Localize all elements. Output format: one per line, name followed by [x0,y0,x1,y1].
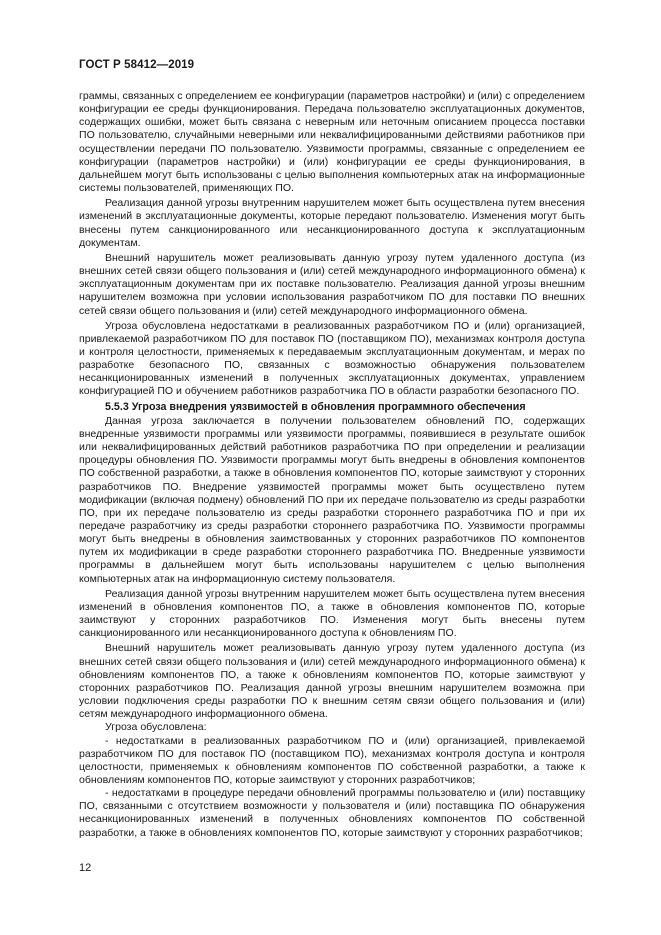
list-item-transfer-procedure: - недостатками в процедуре передачи обновлений программы пользователю и (или) поставщику ПО, связанными с отсутствием возможности у пользователя и (или) поставщика ПО обнаружения несанкционированных изменений в полученных обновлениях компонентов ПО собственной разработки, а также в обновлениях компонентов ПО, которые заимствуют у сторонних разработчиков; [79,787,585,839]
paragraph-internal-violator: Реализация данной угрозы внутренним нарушителем может быть осуществлена путем внесения изменений в эксплуатационные документы, которые передают пользователю. Изменения могут быть внесены путем санкционированного или несанкционированного доступа к эксплуатационным документам. [79,197,585,249]
list-item-access-control: - недостатками в реализованных разработчиком ПО и (или) организацией, привлекаемой разработчиком ПО для поставок ПО (поставщиком ПО), механизмах контроля доступа и контроля целостности, применяемых к обновлениям компонентов ПО собственной разработки, а также к обновлениям компонентов ПО, которые заимствуют у сторонних разработчиков; [79,734,585,786]
paragraph-external-violator: Внешний нарушитель может реализовывать данную угрозу путем удаленного доступа (из внешних сетей связи общего пользования и (или) сетей международного информационного обмена) к эксплуатационным документам при их поставке пользователю. Реализация данной угрозы внешним нарушителем возможна при условии использования разработчиком ПО для поставки ПО внешних сетей связи общего пользования и (или) сетей международного информационного обмена. [79,251,585,317]
paragraph-external-violator-updates: Внешний нарушитель может реализовывать данную угрозу путем удаленного доступа (из внешних сетей связи общего пользования и (или) сетей международного информационного обмена) к обновлениям компонентов ПО, а также к обновлениям компонентов ПО, которые заимствуют у сторонних разработчиков ПО. Реализация данной угрозы внешним нарушителем возможна при условии подключения среды разработки ПО к внешним сетям связи общего пользования и (или) сетям международного информационного обмена. [79,642,585,721]
page-number: 12 [79,862,92,874]
document-body [79,90,585,840]
paragraph-internal-violator-updates: Реализация данной угрозы внутренним нарушителем может быть осуществлена путем внесения изменений в обновления компонентов ПО, а также в обновления компонентов ПО, которые заимствуют у сторонних разработчиков ПО. Изменения могут быть внесены путем санкционированного или несанкционированного доступа к обновлениям ПО. [79,587,585,640]
section-heading-5-5-3: 5.5.3 Угроза внедрения уязвимостей в обновления программного обеспечения [105,400,526,413]
document-header: ГОСТ Р 58412—2019 [79,59,195,71]
paragraph-threat-caused-by: Угроза обусловлена: [105,721,207,734]
paragraph-threat-description: Данная угроза заключается в получении пользователем обновлений ПО, содержащих внедренные уязвимости программы или уязвимости программы, появившиеся в результате ошибок или неквалифицированных действий работников разработчика ПО при определении и реализации процедуры обновления ПО. Уязвимости программы могут быть внедрены в обновления компонентов ПО собственной разработки, а также в обновления компонентов ПО, которые заимствуют у сторонних разработчиков ПО. Внедрение уязвимостей программы может быть осуществлено путем модификации (включая подмену) обновлений ПО при их передаче пользователю из среды разработки ПО, при их передаче пользователю из среды разработки стороннего разработчика ПО и при их передаче разработчику из среды разработки стороннего разработчика ПО. Уязвимости программы могут быть внедрены в обновления заимствованных у сторонних разработчиков ПО компонентов путем их модификации в среде разработки стороннего разработчика ПО. Внедренные уязвимости программы в дальнейшем могут быть использованы нарушителем с целью выполнения компьютерных атак на информационную систему пользователя. [79,414,585,585]
paragraph-threat-cause: Угроза обусловлена недостатками в реализованных разработчиком ПО и (или) организацией, привлекаемой разработчиком ПО для поставок ПО (поставщиком ПО), механизмах контроля доступа и контроля целостности, применяемых к передаваемым эксплуатационным документам, и мерах по разработке безопасного ПО, связанных с возможностью обнаружения пользователем несанкционированных изменений в полученных эксплуатационных документах, управлением конфигурацией ПО и обучением работников разработчика ПО в области разработки безопасного ПО. [79,319,585,398]
paragraph-continuation: граммы, связанных с определением ее конфигурации (параметров настройки) и (или) с определением конфигурации ее среды функционирования. Передача пользователю эксплуатационных документов, содержащих ошибки, может быть связана с неверным или неточным описанием процесса поставки ПО пользователю, случайными неверными или неквалифицированными действиями работников при осуществлении передачи ПО пользователю. Уязвимости программы, связанные с определением ее конфигурации (параметров настройки) и (или) конфигурации ее среды функционирования, в дальнейшем могут быть использованы с целью выполнения компьютерных атак на информационные системы пользователей, применяющих ПО. [79,90,585,195]
